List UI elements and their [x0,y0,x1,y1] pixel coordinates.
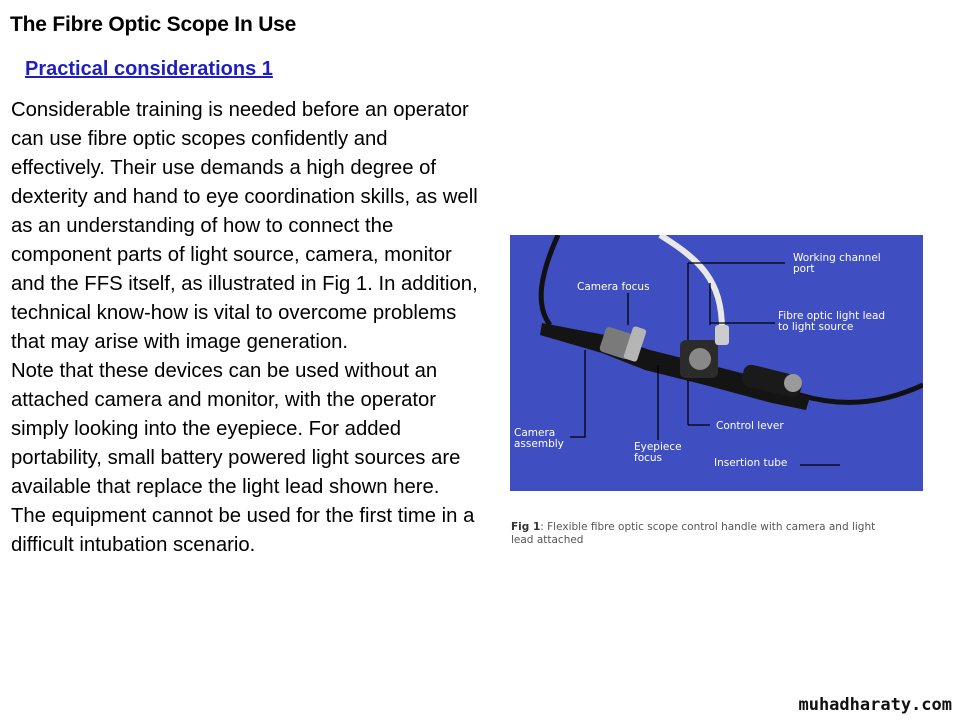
body-text [11,96,481,560]
label-camera-assembly-2: assembly [514,438,564,450]
label-eyepiece-focus-2: focus [634,452,663,464]
label-camera-focus: Camera focus [577,281,650,293]
label-working-channel: Working channel [793,252,881,264]
label-camera-assembly: Camera [514,427,556,439]
label-control-lever: Control lever [716,420,784,432]
caption-text: : Flexible fibre optic scope control handle with camera and light lead attached [511,521,876,546]
paragraph-difficult-intubation: The equipment cannot be used for the first time in a difficult intubation scenario. [11,505,475,556]
label-insertion-tube: Insertion tube [714,457,788,469]
scope-figure [510,235,923,491]
paragraph-portability: Note that these devices can be used without an attached camera and monitor, with the operator simply looking into the eyepiece. For added portability, small battery powered light sources are available that replace the light lead shown here. [11,360,461,498]
slide-subtitle: Practical considerations 1 [25,58,273,80]
label-eyepiece-focus: Eyepiece [634,441,682,453]
paragraph-training: Considerable training is needed before an operator can use fibre optic scopes confidently and effectively. Their use demands a high degree of dexterity and hand to eye coordination skills, as well as an understanding of how to connect the component parts of light source, camera, monitor and the FFS itself, as illustrated in Fig 1. In addition, technical know-how is vital to overcome problems that may arise with image generation. [11,99,478,353]
caption-prefix: Fig 1 [511,521,541,533]
label-light-lead-2: to light source [778,321,854,333]
label-light-lead: Fibre optic light lead [778,310,886,322]
figure-caption [511,521,891,547]
watermark-text: muhadharaty.com [798,695,952,715]
slide-title: The Fibre Optic Scope In Use [10,13,297,36]
label-working-channel-2: port [793,263,815,275]
scope-illustration [510,235,923,491]
